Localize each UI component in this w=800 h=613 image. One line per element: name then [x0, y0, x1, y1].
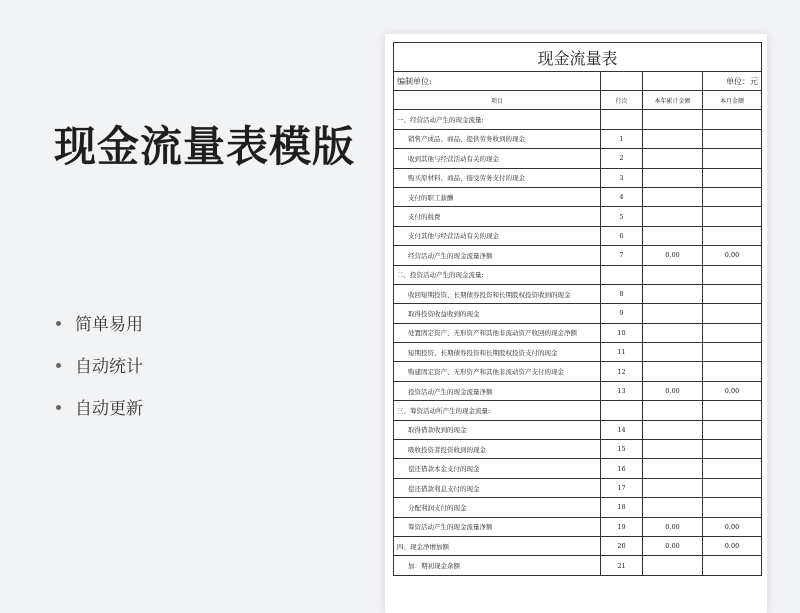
- currency-unit-label: 单位：元: [703, 72, 762, 91]
- table-row: [394, 556, 762, 575]
- row-line-no-cell: 8: [601, 284, 643, 303]
- row-ytd-amount-cell: 0.00: [643, 536, 703, 555]
- table-row: [394, 168, 762, 187]
- table-row: [394, 517, 762, 536]
- row-line-no-cell: 9: [601, 304, 643, 323]
- row-line-no-cell: 11: [601, 343, 643, 362]
- bullet-dot-icon: [56, 321, 61, 326]
- row-month-amount-cell: [703, 478, 762, 497]
- table-row: [394, 226, 762, 245]
- row-ytd-amount-cell: [643, 110, 703, 129]
- row-line-no-cell: 12: [601, 362, 643, 381]
- row-item-cell: 取得借款收到的现金: [394, 420, 601, 439]
- row-item-cell: 支付其他与经营活动有关的现金: [394, 226, 601, 245]
- table-row: [394, 343, 762, 362]
- page-title: 现金流量表模版: [54, 122, 356, 171]
- bullet-dot-icon: [56, 405, 61, 410]
- table-row: [394, 246, 762, 265]
- row-line-no-cell: 20: [601, 536, 643, 555]
- table-row: [394, 265, 762, 284]
- feature-item: [56, 310, 143, 352]
- row-item-cell: 加：期初现金余额: [394, 556, 601, 575]
- row-month-amount-cell: [703, 284, 762, 303]
- spreadsheet-preview: [385, 34, 767, 613]
- row-item-cell: 支付的职工薪酬: [394, 187, 601, 206]
- row-month-amount-cell: [703, 207, 762, 226]
- table-row: [394, 362, 762, 381]
- row-month-amount-cell: [703, 168, 762, 187]
- table-row: [394, 284, 762, 303]
- row-item-cell: 收回短期投资、长期债券投资和长期股权投资收到的现金: [394, 284, 601, 303]
- table-row: [394, 459, 762, 478]
- row-ytd-amount-cell: [643, 168, 703, 187]
- row-item-cell: 四、现金净增加额: [394, 536, 601, 555]
- row-line-no-cell: 18: [601, 498, 643, 517]
- table-row: [394, 323, 762, 342]
- row-line-no-cell: 15: [601, 440, 643, 459]
- table-row: [394, 187, 762, 206]
- row-ytd-amount-cell: [643, 207, 703, 226]
- feature-label: 自动更新: [75, 399, 143, 419]
- row-line-no-cell: [601, 401, 643, 420]
- row-ytd-amount-cell: [643, 304, 703, 323]
- row-ytd-amount-cell: [643, 401, 703, 420]
- row-item-cell: 偿还借款利息支付的现金: [394, 478, 601, 497]
- column-header-ytd: 本年累计金额: [643, 91, 703, 110]
- row-month-amount-cell: [703, 401, 762, 420]
- row-line-no-cell: 6: [601, 226, 643, 245]
- row-item-cell: 购买原材料、商品、接受劳务支付的现金: [394, 168, 601, 187]
- row-item-cell: 取得投资收益收到的现金: [394, 304, 601, 323]
- row-ytd-amount-cell: [643, 420, 703, 439]
- row-line-no-cell: 3: [601, 168, 643, 187]
- row-line-no-cell: 2: [601, 149, 643, 168]
- feature-label: 自动统计: [75, 357, 143, 377]
- row-item-cell: 短期投资、长期债券投资和长期股权投资支付的现金: [394, 343, 601, 362]
- row-month-amount-cell: [703, 323, 762, 342]
- row-ytd-amount-cell: [643, 478, 703, 497]
- feature-item: [56, 352, 143, 394]
- table-title: 现金流量表: [394, 43, 762, 72]
- row-line-no-cell: 19: [601, 517, 643, 536]
- row-item-cell: 三、筹资活动所产生的现金流量:: [394, 401, 601, 420]
- prepared-by-label: 编制单位:: [394, 72, 601, 91]
- meta-empty-cell: [643, 72, 703, 91]
- row-ytd-amount-cell: [643, 459, 703, 478]
- row-month-amount-cell: [703, 304, 762, 323]
- row-line-no-cell: [601, 265, 643, 284]
- row-line-no-cell: 21: [601, 556, 643, 575]
- table-row: [394, 110, 762, 129]
- table-row: [394, 440, 762, 459]
- row-item-cell: 分配利润支付的现金: [394, 498, 601, 517]
- row-ytd-amount-cell: [643, 129, 703, 148]
- row-ytd-amount-cell: [643, 440, 703, 459]
- row-month-amount-cell: [703, 498, 762, 517]
- feature-label: 简单易用: [75, 315, 143, 335]
- row-item-cell: 投资活动产生的现金流量净额: [394, 381, 601, 400]
- table-row: [394, 381, 762, 400]
- row-line-no-cell: 14: [601, 420, 643, 439]
- row-month-amount-cell: [703, 187, 762, 206]
- row-item-cell: 一、经营活动产生的现金流量:: [394, 110, 601, 129]
- row-item-cell: 处置固定资产、无形资产和其他非流动资产收回的现金净额: [394, 323, 601, 342]
- row-ytd-amount-cell: [643, 265, 703, 284]
- row-month-amount-cell: [703, 129, 762, 148]
- row-ytd-amount-cell: [643, 323, 703, 342]
- row-month-amount-cell: [703, 362, 762, 381]
- row-month-amount-cell: 0.00: [703, 536, 762, 555]
- column-header-line-no: 行次: [601, 91, 643, 110]
- row-item-cell: 吸收投资者投资收到的现金: [394, 440, 601, 459]
- table-row: [394, 129, 762, 148]
- row-month-amount-cell: [703, 420, 762, 439]
- row-ytd-amount-cell: [643, 284, 703, 303]
- table-row: [394, 420, 762, 439]
- row-month-amount-cell: [703, 265, 762, 284]
- row-line-no-cell: 16: [601, 459, 643, 478]
- row-ytd-amount-cell: [643, 362, 703, 381]
- row-line-no-cell: 7: [601, 246, 643, 265]
- row-item-cell: 二、投资活动产生的现金流量:: [394, 265, 601, 284]
- row-line-no-cell: 1: [601, 129, 643, 148]
- table-row: [394, 149, 762, 168]
- table-row: [394, 478, 762, 497]
- row-ytd-amount-cell: [643, 343, 703, 362]
- row-month-amount-cell: 0.00: [703, 246, 762, 265]
- row-line-no-cell: [601, 110, 643, 129]
- row-item-cell: 经营活动产生的现金流量净额: [394, 246, 601, 265]
- table-row: [394, 207, 762, 226]
- row-month-amount-cell: [703, 110, 762, 129]
- row-month-amount-cell: 0.00: [703, 517, 762, 536]
- table-header-row: [394, 91, 762, 110]
- row-ytd-amount-cell: [643, 226, 703, 245]
- row-month-amount-cell: [703, 459, 762, 478]
- row-item-cell: 支付的税费: [394, 207, 601, 226]
- row-month-amount-cell: [703, 226, 762, 245]
- cash-flow-table: [393, 42, 762, 576]
- row-ytd-amount-cell: [643, 498, 703, 517]
- row-item-cell: 筹资活动产生的现金流量净额: [394, 517, 601, 536]
- row-month-amount-cell: [703, 440, 762, 459]
- row-ytd-amount-cell: 0.00: [643, 246, 703, 265]
- feature-list: [56, 310, 143, 436]
- row-month-amount-cell: 0.00: [703, 381, 762, 400]
- table-row: [394, 401, 762, 420]
- feature-item: [56, 394, 143, 436]
- table-title-row: [394, 43, 762, 72]
- meta-empty-cell: [601, 72, 643, 91]
- row-line-no-cell: 17: [601, 478, 643, 497]
- row-line-no-cell: 5: [601, 207, 643, 226]
- row-item-cell: 购建固定资产、无形资产和其他非流动资产支付的现金: [394, 362, 601, 381]
- row-ytd-amount-cell: 0.00: [643, 517, 703, 536]
- row-item-cell: 偿还借款本金支付的现金: [394, 459, 601, 478]
- row-ytd-amount-cell: [643, 149, 703, 168]
- table-row: [394, 536, 762, 555]
- table-meta-row: [394, 72, 762, 91]
- column-header-item: 项目: [394, 91, 601, 110]
- row-month-amount-cell: [703, 556, 762, 575]
- row-line-no-cell: 13: [601, 381, 643, 400]
- row-line-no-cell: 4: [601, 187, 643, 206]
- row-item-cell: 收到其他与经营活动有关的现金: [394, 149, 601, 168]
- row-item-cell: 销售产成品、商品、提供劳务收到的现金: [394, 129, 601, 148]
- row-line-no-cell: 10: [601, 323, 643, 342]
- row-month-amount-cell: [703, 343, 762, 362]
- row-month-amount-cell: [703, 149, 762, 168]
- table-row: [394, 304, 762, 323]
- bullet-dot-icon: [56, 363, 61, 368]
- row-ytd-amount-cell: [643, 187, 703, 206]
- column-header-month: 本月金额: [703, 91, 762, 110]
- row-ytd-amount-cell: [643, 556, 703, 575]
- row-ytd-amount-cell: 0.00: [643, 381, 703, 400]
- table-row: [394, 498, 762, 517]
